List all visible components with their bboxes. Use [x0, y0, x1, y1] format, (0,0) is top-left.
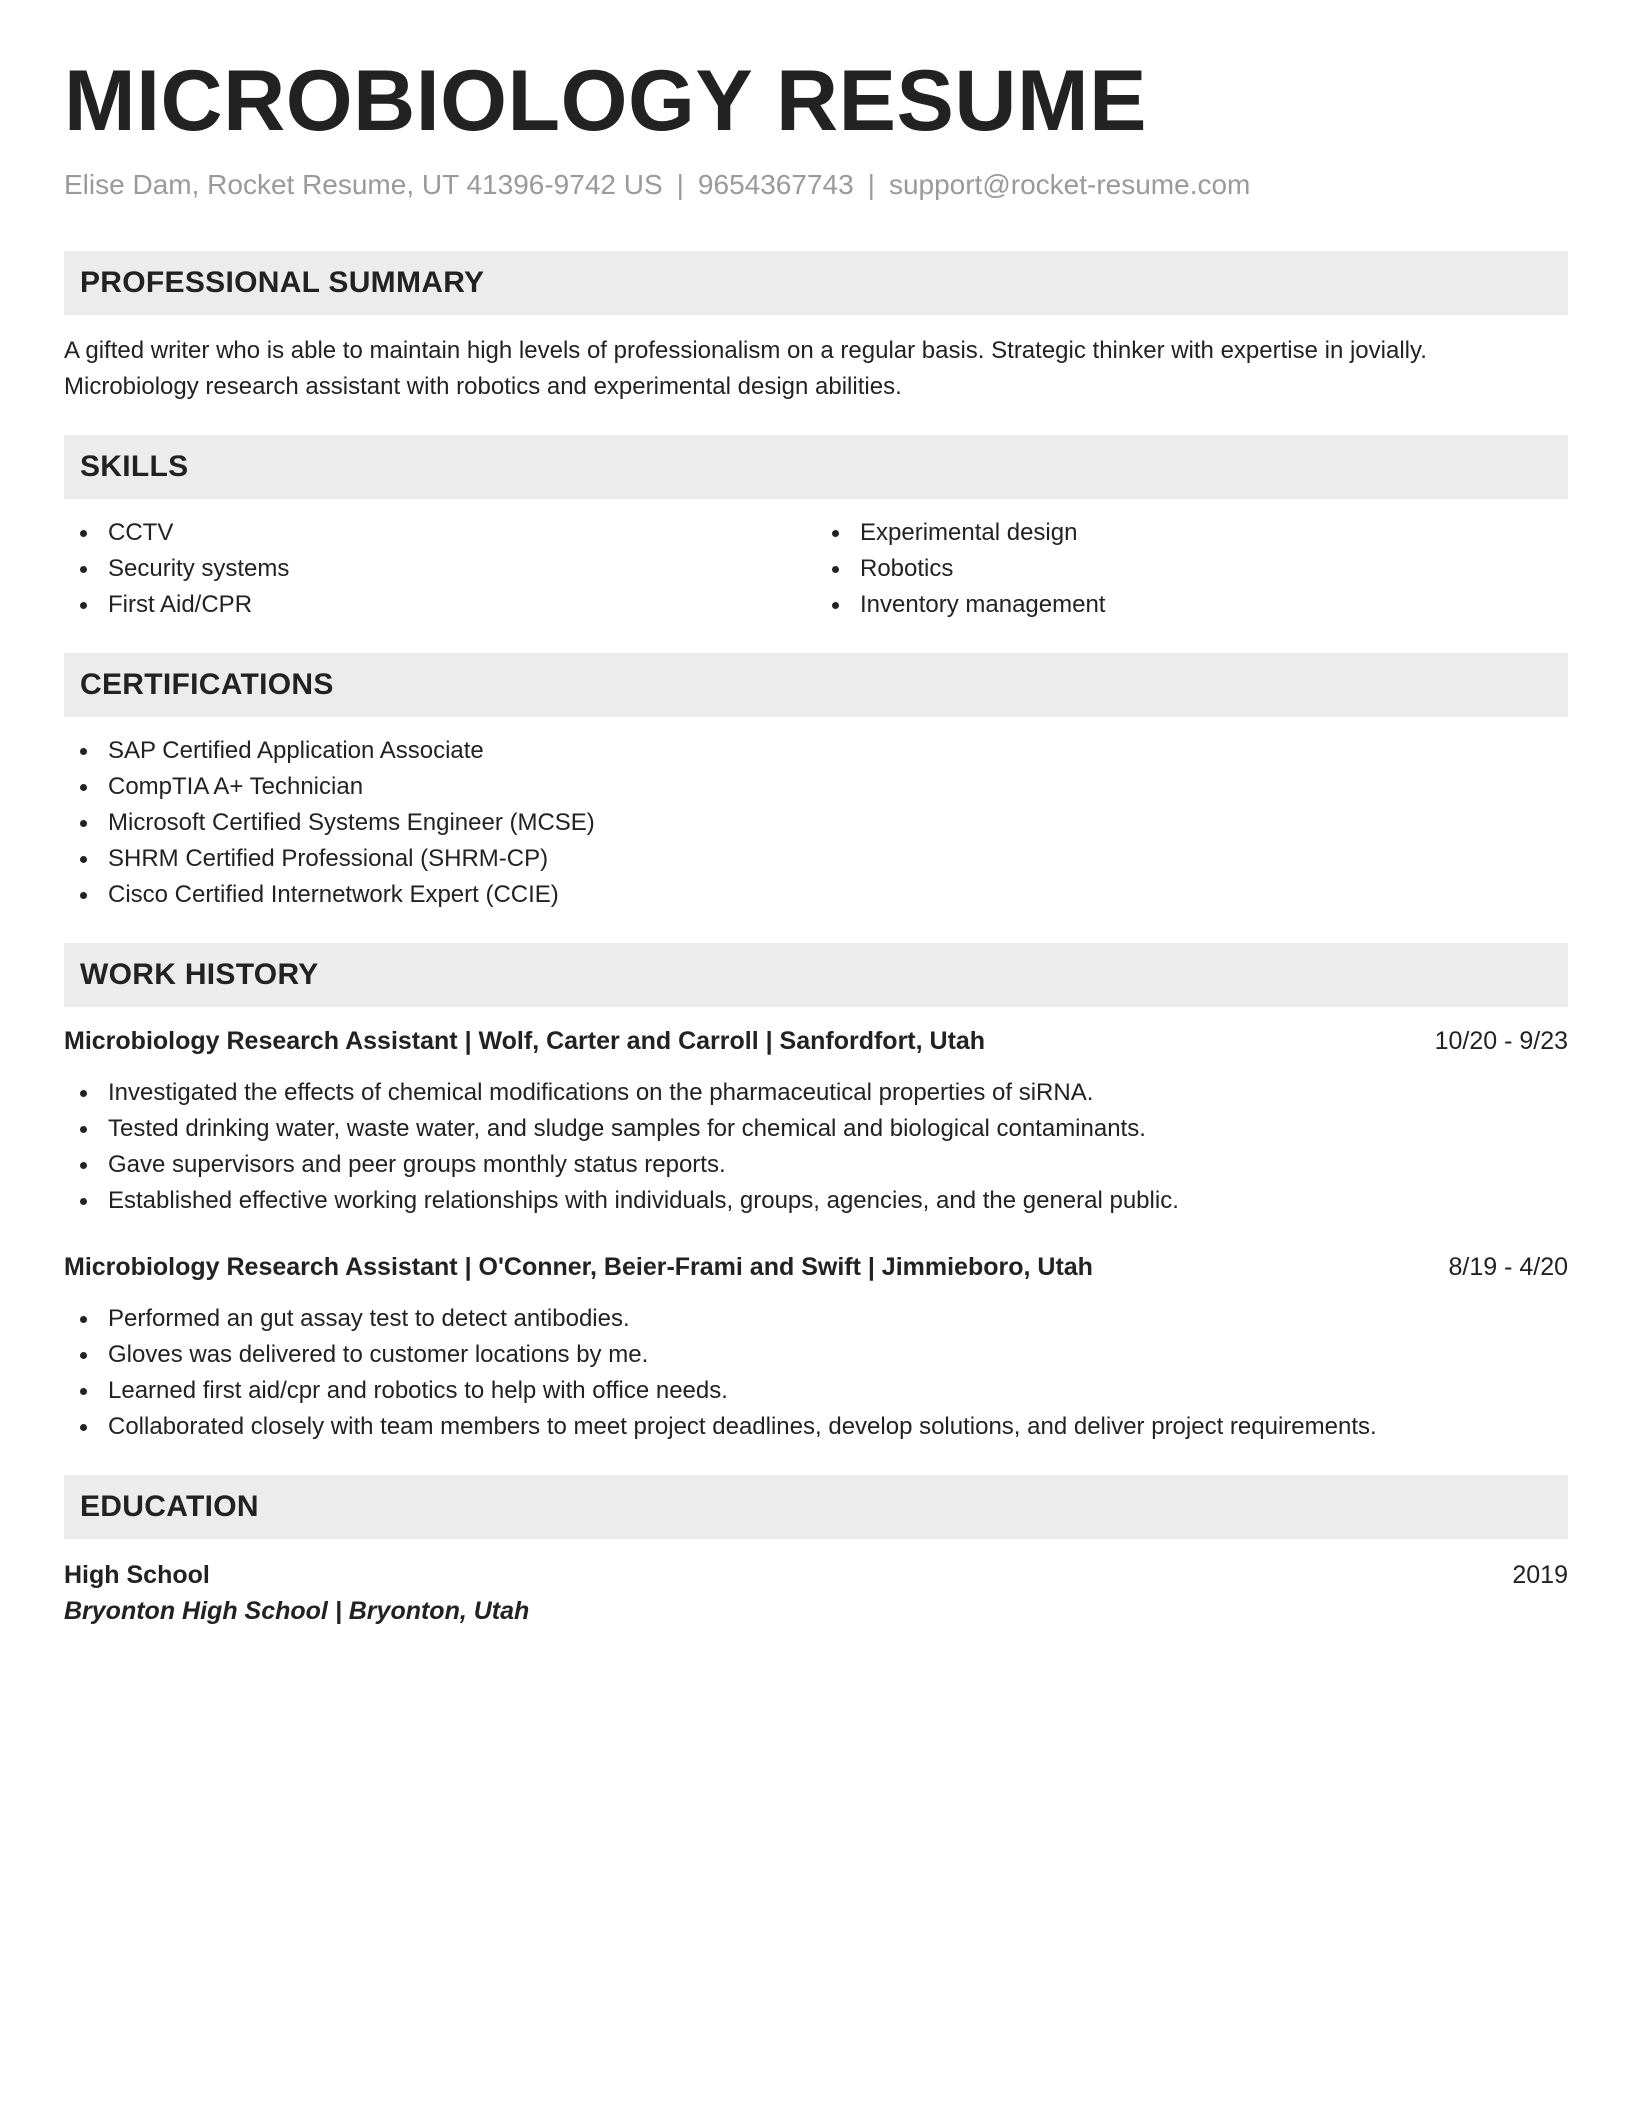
job-bullet: Investigated the effects of chemical modifications on the pharmaceutical properties of siRNA.: [64, 1075, 1568, 1111]
job-dates: 8/19 - 4/20: [1448, 1252, 1568, 1281]
job-dates: 10/20 - 9/23: [1434, 1026, 1568, 1055]
job-entry: [64, 1023, 1568, 1219]
skill-item: Inventory management: [816, 587, 1568, 623]
skills-columns: [64, 515, 1568, 623]
job-bullet: Learned first aid/cpr and robotics to help with office needs.: [64, 1373, 1568, 1409]
certifications-list: [64, 733, 1568, 913]
certification-item: SAP Certified Application Associate: [64, 733, 1568, 769]
summary-text: A gifted writer who is able to maintain high levels of professionalism on a regular basis. Strategic thinker with expertise in jovially. Microbiology research assistant with robotics and experimental design abilities.: [64, 336, 1427, 400]
job-title: Microbiology Research Assistant | Wolf, Carter and Carroll | Sanfordfort, Utah: [64, 1026, 986, 1055]
skills-list-left: [64, 515, 816, 623]
education-section: [64, 1475, 1568, 1629]
section-heading: PROFESSIONAL SUMMARY: [64, 251, 1568, 315]
section-heading: CERTIFICATIONS: [64, 653, 1568, 717]
skill-item: CCTV: [64, 515, 816, 551]
skill-item: Robotics: [816, 551, 1568, 587]
skill-item: Security systems: [64, 551, 816, 587]
skill-item: Experimental design: [816, 515, 1568, 551]
section-heading: EDUCATION: [64, 1475, 1568, 1539]
job-bullets: [64, 1301, 1568, 1445]
job-bullet: Gloves was delivered to customer locations by me.: [64, 1337, 1568, 1373]
certification-item: CompTIA A+ Technician: [64, 769, 1568, 805]
job-bullet: Established effective working relationships with individuals, groups, agencies, and the general public.: [64, 1183, 1568, 1219]
education-school: Bryonton High School | Bryonton, Utah: [64, 1596, 530, 1625]
section-heading: WORK HISTORY: [64, 943, 1568, 1007]
contact-line: [64, 167, 1568, 203]
certification-item: Microsoft Certified Systems Engineer (MCSE): [64, 805, 1568, 841]
certification-item: Cisco Certified Internetwork Expert (CCIE): [64, 877, 1568, 913]
summary-section: [64, 251, 1568, 405]
job-bullet: Gave supervisors and peer groups monthly status reports.: [64, 1147, 1568, 1183]
job-bullet: Performed an gut assay test to detect antibodies.: [64, 1301, 1568, 1337]
contact-email: support@rocket-resume.com: [888, 168, 1251, 200]
contact-address: Elise Dam, Rocket Resume, UT 41396-9742 US: [64, 168, 663, 200]
job-header: [64, 1249, 1568, 1285]
education-header: [64, 1557, 1568, 1593]
job-header: [64, 1023, 1568, 1059]
job-bullets: [64, 1075, 1568, 1219]
job-title: Microbiology Research Assistant | O'Conner, Beier-Frami and Swift | Jimmieboro, Utah: [64, 1252, 1093, 1281]
skills-section: [64, 435, 1568, 623]
skills-list-right: [816, 515, 1568, 623]
job-bullet: Tested drinking water, waste water, and sludge samples for chemical and biological contaminants.: [64, 1111, 1568, 1147]
contact-separator: |: [676, 168, 684, 200]
skill-item: First Aid/CPR: [64, 587, 816, 623]
job-entry: [64, 1249, 1568, 1445]
work-history-section: [64, 943, 1568, 1445]
education-year: 2019: [1512, 1560, 1568, 1589]
certification-item: SHRM Certified Professional (SHRM-CP): [64, 841, 1568, 877]
contact-phone: 9654367743: [697, 168, 854, 200]
page-title: MICROBIOLOGY RESUME: [64, 53, 1147, 149]
education-degree: High School: [64, 1560, 210, 1589]
contact-separator: |: [867, 168, 875, 200]
section-heading: SKILLS: [64, 435, 1568, 499]
certifications-section: [64, 653, 1568, 913]
job-bullet: Collaborated closely with team members to meet project deadlines, develop solutions, and deliver project requirements.: [64, 1409, 1568, 1445]
